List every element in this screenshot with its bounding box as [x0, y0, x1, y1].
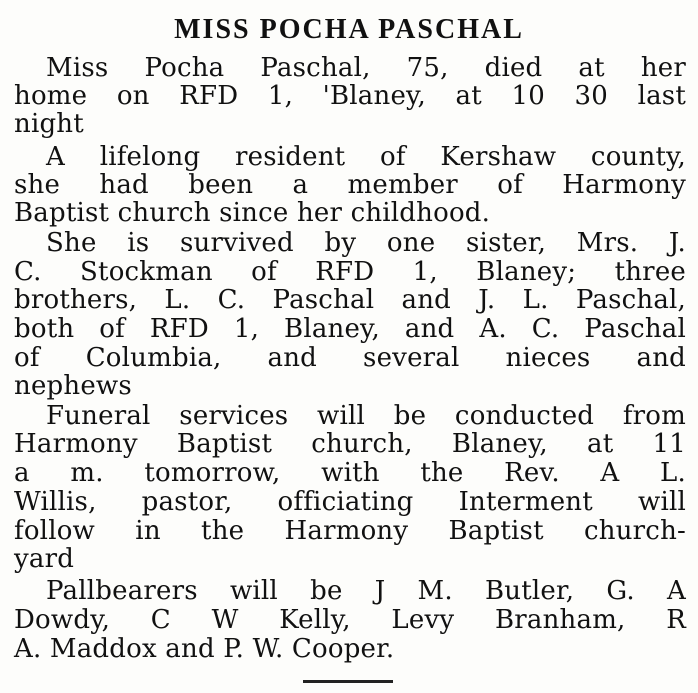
text-line: Baptist church since her childhood. — [14, 198, 491, 228]
text-line: Miss Pocha Paschal, 75, died at her — [46, 53, 686, 83]
text-line: a m. tomorrow, with the Rev. A L. — [14, 458, 686, 488]
text-line: Dowdy, C W Kelly, Levy Branham, R — [14, 605, 686, 635]
text-line: Pallbearers will be J M. Butler, G. A — [46, 576, 686, 606]
text-line: she had been a member of Harmony — [14, 170, 686, 200]
text-line: Harmony Baptist church, Blaney, at 11 — [14, 429, 686, 459]
text-line: brothers, L. C. Paschal and J. L. Paschal, — [14, 285, 686, 315]
text-line: nephews — [14, 371, 132, 401]
text-line: both of RFD 1, Blaney, and A. C. Paschal — [14, 314, 686, 344]
text-line: A. Maddox and P. W. Cooper. — [14, 634, 395, 664]
end-rule — [303, 680, 393, 683]
headline: MISS POCHA PASCHAL — [174, 14, 524, 45]
text-line: Willis, pastor, officiating Interment will — [14, 487, 686, 517]
text-line: C. Stockman of RFD 1, Blaney; three — [14, 257, 686, 287]
text-line: follow in the Harmony Baptist church- — [14, 516, 686, 546]
text-line: yard — [14, 544, 75, 574]
text-line: home on RFD 1, 'Blaney, at 10 30 last — [14, 81, 686, 111]
text-line: She is survived by one sister, Mrs. J. — [46, 228, 686, 258]
text-line: Funeral services will be conducted from — [46, 401, 686, 431]
text-line: of Columbia, and several nieces and — [14, 343, 686, 373]
text-line: A lifelong resident of Kershaw county, — [46, 142, 686, 172]
text-line: night — [14, 109, 84, 139]
